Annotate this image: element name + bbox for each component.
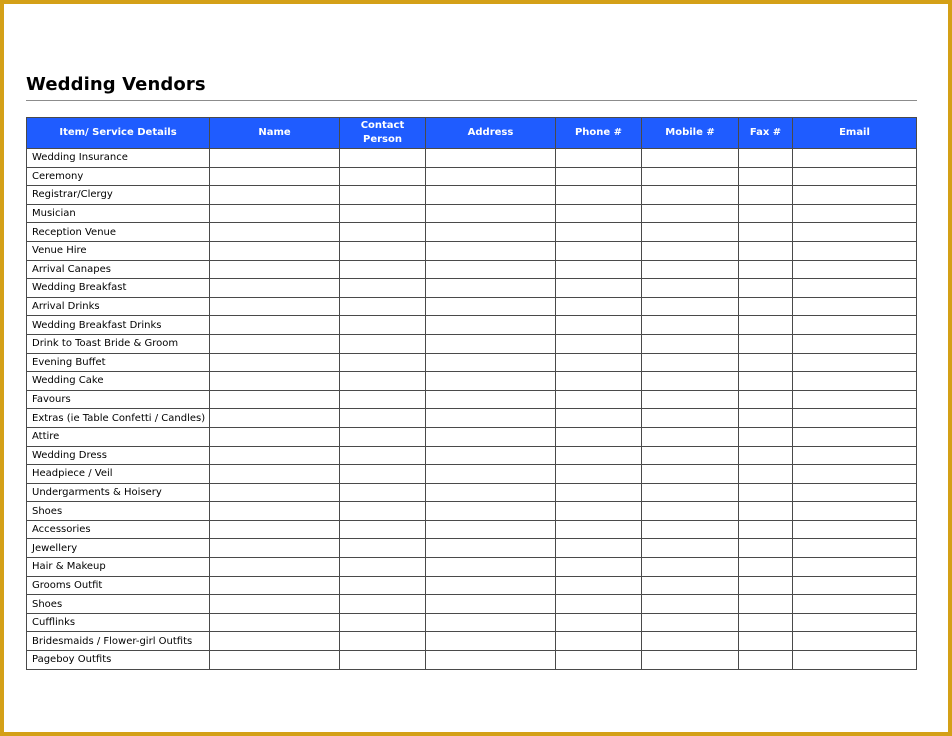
item-service-cell: Reception Venue [27, 223, 210, 242]
fax-cell[interactable] [739, 297, 793, 316]
mobile-cell[interactable] [642, 149, 739, 168]
address-cell[interactable] [426, 204, 556, 223]
phone-cell[interactable] [556, 241, 642, 260]
address-cell[interactable] [426, 613, 556, 632]
contact-person-cell[interactable] [340, 241, 426, 260]
phone-cell[interactable] [556, 279, 642, 298]
mobile-cell[interactable] [642, 502, 739, 521]
address-cell[interactable] [426, 651, 556, 670]
email-cell[interactable] [793, 483, 917, 502]
contact-person-cell[interactable] [340, 353, 426, 372]
contact-person-cell[interactable] [340, 372, 426, 391]
email-cell[interactable] [793, 372, 917, 391]
email-cell[interactable] [793, 186, 917, 205]
fax-cell[interactable] [739, 260, 793, 279]
mobile-cell[interactable] [642, 279, 739, 298]
address-cell[interactable] [426, 241, 556, 260]
address-cell[interactable] [426, 316, 556, 335]
item-service-cell: Ceremony [27, 167, 210, 186]
address-cell[interactable] [426, 632, 556, 651]
item-service-cell: Evening Buffet [27, 353, 210, 372]
contact-person-cell[interactable] [340, 297, 426, 316]
name-cell[interactable] [210, 372, 340, 391]
phone-cell[interactable] [556, 502, 642, 521]
name-cell[interactable] [210, 149, 340, 168]
item-service-cell: Shoes [27, 595, 210, 614]
phone-cell[interactable] [556, 186, 642, 205]
name-cell[interactable] [210, 186, 340, 205]
table-row [27, 316, 917, 335]
item-service-cell: Registrar/Clergy [27, 186, 210, 205]
phone-cell[interactable] [556, 149, 642, 168]
address-cell[interactable] [426, 297, 556, 316]
phone-cell[interactable] [556, 613, 642, 632]
phone-cell[interactable] [556, 632, 642, 651]
address-cell[interactable] [426, 260, 556, 279]
contact-person-cell[interactable] [340, 316, 426, 335]
mobile-cell[interactable] [642, 223, 739, 242]
name-cell[interactable] [210, 409, 340, 428]
table-row [27, 558, 917, 577]
item-service-cell: Undergarments & Hoisery [27, 483, 210, 502]
fax-cell[interactable] [739, 149, 793, 168]
contact-person-cell[interactable] [340, 149, 426, 168]
mobile-cell[interactable] [642, 167, 739, 186]
mobile-cell[interactable] [642, 241, 739, 260]
name-cell[interactable] [210, 297, 340, 316]
item-service-cell: Wedding Breakfast [27, 279, 210, 298]
name-cell[interactable] [210, 558, 340, 577]
mobile-cell[interactable] [642, 353, 739, 372]
table-row [27, 279, 917, 298]
address-cell[interactable] [426, 502, 556, 521]
table-row [27, 576, 917, 595]
table-row [27, 223, 917, 242]
mobile-cell[interactable] [642, 632, 739, 651]
email-cell[interactable] [793, 502, 917, 521]
table-row [27, 353, 917, 372]
item-service-cell: Drink to Toast Bride & Groom [27, 334, 210, 353]
fax-cell[interactable] [739, 279, 793, 298]
name-cell[interactable] [210, 279, 340, 298]
contact-person-cell[interactable] [340, 632, 426, 651]
item-service-cell: Wedding Cake [27, 372, 210, 391]
contact-person-cell[interactable] [340, 260, 426, 279]
table-row [27, 372, 917, 391]
phone-cell[interactable] [556, 260, 642, 279]
phone-cell[interactable] [556, 595, 642, 614]
contact-person-cell[interactable] [340, 539, 426, 558]
mobile-cell[interactable] [642, 651, 739, 670]
fax-cell[interactable] [739, 520, 793, 539]
email-cell[interactable] [793, 167, 917, 186]
name-cell[interactable] [210, 167, 340, 186]
phone-cell[interactable] [556, 353, 642, 372]
email-cell[interactable] [793, 539, 917, 558]
address-cell[interactable] [426, 334, 556, 353]
mobile-cell[interactable] [642, 409, 739, 428]
table-row [27, 167, 917, 186]
contact-person-cell[interactable] [340, 576, 426, 595]
phone-cell[interactable] [556, 409, 642, 428]
name-cell[interactable] [210, 223, 340, 242]
fax-cell[interactable] [739, 167, 793, 186]
phone-cell[interactable] [556, 427, 642, 446]
email-cell[interactable] [793, 446, 917, 465]
fax-cell[interactable] [739, 539, 793, 558]
fax-cell[interactable] [739, 613, 793, 632]
fax-cell[interactable] [739, 334, 793, 353]
item-service-cell: Wedding Breakfast Drinks [27, 316, 210, 335]
email-cell[interactable] [793, 297, 917, 316]
email-cell[interactable] [793, 613, 917, 632]
header-email: Email [793, 118, 917, 149]
header-mobile: Mobile # [642, 118, 739, 149]
phone-cell[interactable] [556, 520, 642, 539]
address-cell[interactable] [426, 446, 556, 465]
table-row [27, 632, 917, 651]
contact-person-cell[interactable] [340, 446, 426, 465]
email-cell[interactable] [793, 520, 917, 539]
mobile-cell[interactable] [642, 446, 739, 465]
name-cell[interactable] [210, 204, 340, 223]
mobile-cell[interactable] [642, 297, 739, 316]
phone-cell[interactable] [556, 372, 642, 391]
fax-cell[interactable] [739, 353, 793, 372]
header-fax: Fax # [739, 118, 793, 149]
item-service-cell: Pageboy Outfits [27, 651, 210, 670]
mobile-cell[interactable] [642, 595, 739, 614]
header-item-service: Item/ Service Details [27, 118, 210, 149]
page-title: Wedding Vendors [26, 74, 206, 95]
address-cell[interactable] [426, 149, 556, 168]
name-cell[interactable] [210, 502, 340, 521]
contact-person-cell[interactable] [340, 390, 426, 409]
phone-cell[interactable] [556, 204, 642, 223]
email-cell[interactable] [793, 353, 917, 372]
contact-person-cell[interactable] [340, 651, 426, 670]
name-cell[interactable] [210, 427, 340, 446]
mobile-cell[interactable] [642, 520, 739, 539]
name-cell[interactable] [210, 353, 340, 372]
mobile-cell[interactable] [642, 576, 739, 595]
phone-cell[interactable] [556, 223, 642, 242]
mobile-cell[interactable] [642, 539, 739, 558]
contact-person-cell[interactable] [340, 502, 426, 521]
name-cell[interactable] [210, 390, 340, 409]
fax-cell[interactable] [739, 390, 793, 409]
email-cell[interactable] [793, 409, 917, 428]
table-row [27, 446, 917, 465]
fax-cell[interactable] [739, 223, 793, 242]
address-cell[interactable] [426, 539, 556, 558]
mobile-cell[interactable] [642, 483, 739, 502]
fax-cell[interactable] [739, 483, 793, 502]
address-cell[interactable] [426, 595, 556, 614]
name-cell[interactable] [210, 465, 340, 484]
address-cell[interactable] [426, 223, 556, 242]
contact-person-cell[interactable] [340, 334, 426, 353]
fax-cell[interactable] [739, 186, 793, 205]
table-row [27, 465, 917, 484]
email-cell[interactable] [793, 651, 917, 670]
fax-cell[interactable] [739, 427, 793, 446]
header-address: Address [426, 118, 556, 149]
table-row [27, 334, 917, 353]
address-cell[interactable] [426, 427, 556, 446]
fax-cell[interactable] [739, 241, 793, 260]
email-cell[interactable] [793, 632, 917, 651]
title-divider [26, 100, 917, 101]
mobile-cell[interactable] [642, 204, 739, 223]
address-cell[interactable] [426, 483, 556, 502]
address-cell[interactable] [426, 558, 556, 577]
name-cell[interactable] [210, 334, 340, 353]
contact-person-cell[interactable] [340, 167, 426, 186]
mobile-cell[interactable] [642, 186, 739, 205]
address-cell[interactable] [426, 186, 556, 205]
table-row [27, 409, 917, 428]
table-row [27, 502, 917, 521]
table-row [27, 651, 917, 670]
address-cell[interactable] [426, 279, 556, 298]
fax-cell[interactable] [739, 409, 793, 428]
table-row [27, 595, 917, 614]
contact-person-cell[interactable] [340, 483, 426, 502]
contact-person-cell[interactable] [340, 223, 426, 242]
table-row [27, 520, 917, 539]
contact-person-cell[interactable] [340, 409, 426, 428]
fax-cell[interactable] [739, 446, 793, 465]
mobile-cell[interactable] [642, 260, 739, 279]
table-row [27, 260, 917, 279]
item-service-cell: Musician [27, 204, 210, 223]
item-service-cell: Cufflinks [27, 613, 210, 632]
item-service-cell: Attire [27, 427, 210, 446]
contact-person-cell[interactable] [340, 595, 426, 614]
phone-cell[interactable] [556, 651, 642, 670]
table-row [27, 483, 917, 502]
item-service-cell: Favours [27, 390, 210, 409]
email-cell[interactable] [793, 558, 917, 577]
item-service-cell: Hair & Makeup [27, 558, 210, 577]
email-cell[interactable] [793, 223, 917, 242]
mobile-cell[interactable] [642, 372, 739, 391]
email-cell[interactable] [793, 316, 917, 335]
address-cell[interactable] [426, 167, 556, 186]
address-cell[interactable] [426, 576, 556, 595]
table-row [27, 613, 917, 632]
phone-cell[interactable] [556, 483, 642, 502]
item-service-cell: Extras (ie Table Confetti / Candles) [27, 409, 210, 428]
email-cell[interactable] [793, 576, 917, 595]
item-service-cell: Grooms Outfit [27, 576, 210, 595]
item-service-cell: Arrival Drinks [27, 297, 210, 316]
email-cell[interactable] [793, 390, 917, 409]
table-row [27, 297, 917, 316]
email-cell[interactable] [793, 279, 917, 298]
name-cell[interactable] [210, 576, 340, 595]
contact-person-cell[interactable] [340, 427, 426, 446]
table-body [27, 149, 917, 670]
vendors-table [26, 117, 917, 670]
email-cell[interactable] [793, 595, 917, 614]
email-cell[interactable] [793, 241, 917, 260]
fax-cell[interactable] [739, 372, 793, 391]
item-service-cell: Wedding Dress [27, 446, 210, 465]
phone-cell[interactable] [556, 576, 642, 595]
item-service-cell: Arrival Canapes [27, 260, 210, 279]
fax-cell[interactable] [739, 558, 793, 577]
name-cell[interactable] [210, 632, 340, 651]
name-cell[interactable] [210, 260, 340, 279]
fax-cell[interactable] [739, 204, 793, 223]
name-cell[interactable] [210, 520, 340, 539]
item-service-cell: Venue Hire [27, 241, 210, 260]
name-cell[interactable] [210, 241, 340, 260]
table-row [27, 390, 917, 409]
phone-cell[interactable] [556, 297, 642, 316]
contact-person-cell[interactable] [340, 465, 426, 484]
email-cell[interactable] [793, 204, 917, 223]
item-service-cell: Bridesmaids / Flower-girl Outfits [27, 632, 210, 651]
name-cell[interactable] [210, 651, 340, 670]
table-row [27, 149, 917, 168]
header-contact-person: Contact Person [340, 118, 426, 149]
header-phone: Phone # [556, 118, 642, 149]
phone-cell[interactable] [556, 167, 642, 186]
mobile-cell[interactable] [642, 316, 739, 335]
fax-cell[interactable] [739, 651, 793, 670]
fax-cell[interactable] [739, 316, 793, 335]
phone-cell[interactable] [556, 334, 642, 353]
mobile-cell[interactable] [642, 334, 739, 353]
fax-cell[interactable] [739, 502, 793, 521]
fax-cell[interactable] [739, 595, 793, 614]
mobile-cell[interactable] [642, 465, 739, 484]
mobile-cell[interactable] [642, 427, 739, 446]
item-service-cell: Wedding Insurance [27, 149, 210, 168]
table-row [27, 186, 917, 205]
address-cell[interactable] [426, 390, 556, 409]
email-cell[interactable] [793, 334, 917, 353]
phone-cell[interactable] [556, 465, 642, 484]
address-cell[interactable] [426, 353, 556, 372]
contact-person-cell[interactable] [340, 613, 426, 632]
table-row [27, 427, 917, 446]
fax-cell[interactable] [739, 465, 793, 484]
address-cell[interactable] [426, 520, 556, 539]
contact-person-cell[interactable] [340, 204, 426, 223]
item-service-cell: Accessories [27, 520, 210, 539]
phone-cell[interactable] [556, 316, 642, 335]
name-cell[interactable] [210, 613, 340, 632]
phone-cell[interactable] [556, 390, 642, 409]
mobile-cell[interactable] [642, 613, 739, 632]
contact-person-cell[interactable] [340, 279, 426, 298]
name-cell[interactable] [210, 446, 340, 465]
header-name: Name [210, 118, 340, 149]
phone-cell[interactable] [556, 446, 642, 465]
address-cell[interactable] [426, 372, 556, 391]
email-cell[interactable] [793, 149, 917, 168]
phone-cell[interactable] [556, 539, 642, 558]
table-header-row [27, 118, 917, 149]
item-service-cell: Shoes [27, 502, 210, 521]
item-service-cell: Jewellery [27, 539, 210, 558]
name-cell[interactable] [210, 316, 340, 335]
fax-cell[interactable] [739, 576, 793, 595]
mobile-cell[interactable] [642, 558, 739, 577]
fax-cell[interactable] [739, 632, 793, 651]
name-cell[interactable] [210, 595, 340, 614]
address-cell[interactable] [426, 465, 556, 484]
table-row [27, 241, 917, 260]
email-cell[interactable] [793, 465, 917, 484]
email-cell[interactable] [793, 260, 917, 279]
phone-cell[interactable] [556, 558, 642, 577]
contact-person-cell[interactable] [340, 520, 426, 539]
table-row [27, 539, 917, 558]
contact-person-cell[interactable] [340, 558, 426, 577]
table-row [27, 204, 917, 223]
mobile-cell[interactable] [642, 390, 739, 409]
address-cell[interactable] [426, 409, 556, 428]
name-cell[interactable] [210, 539, 340, 558]
item-service-cell: Headpiece / Veil [27, 465, 210, 484]
name-cell[interactable] [210, 483, 340, 502]
email-cell[interactable] [793, 427, 917, 446]
contact-person-cell[interactable] [340, 186, 426, 205]
